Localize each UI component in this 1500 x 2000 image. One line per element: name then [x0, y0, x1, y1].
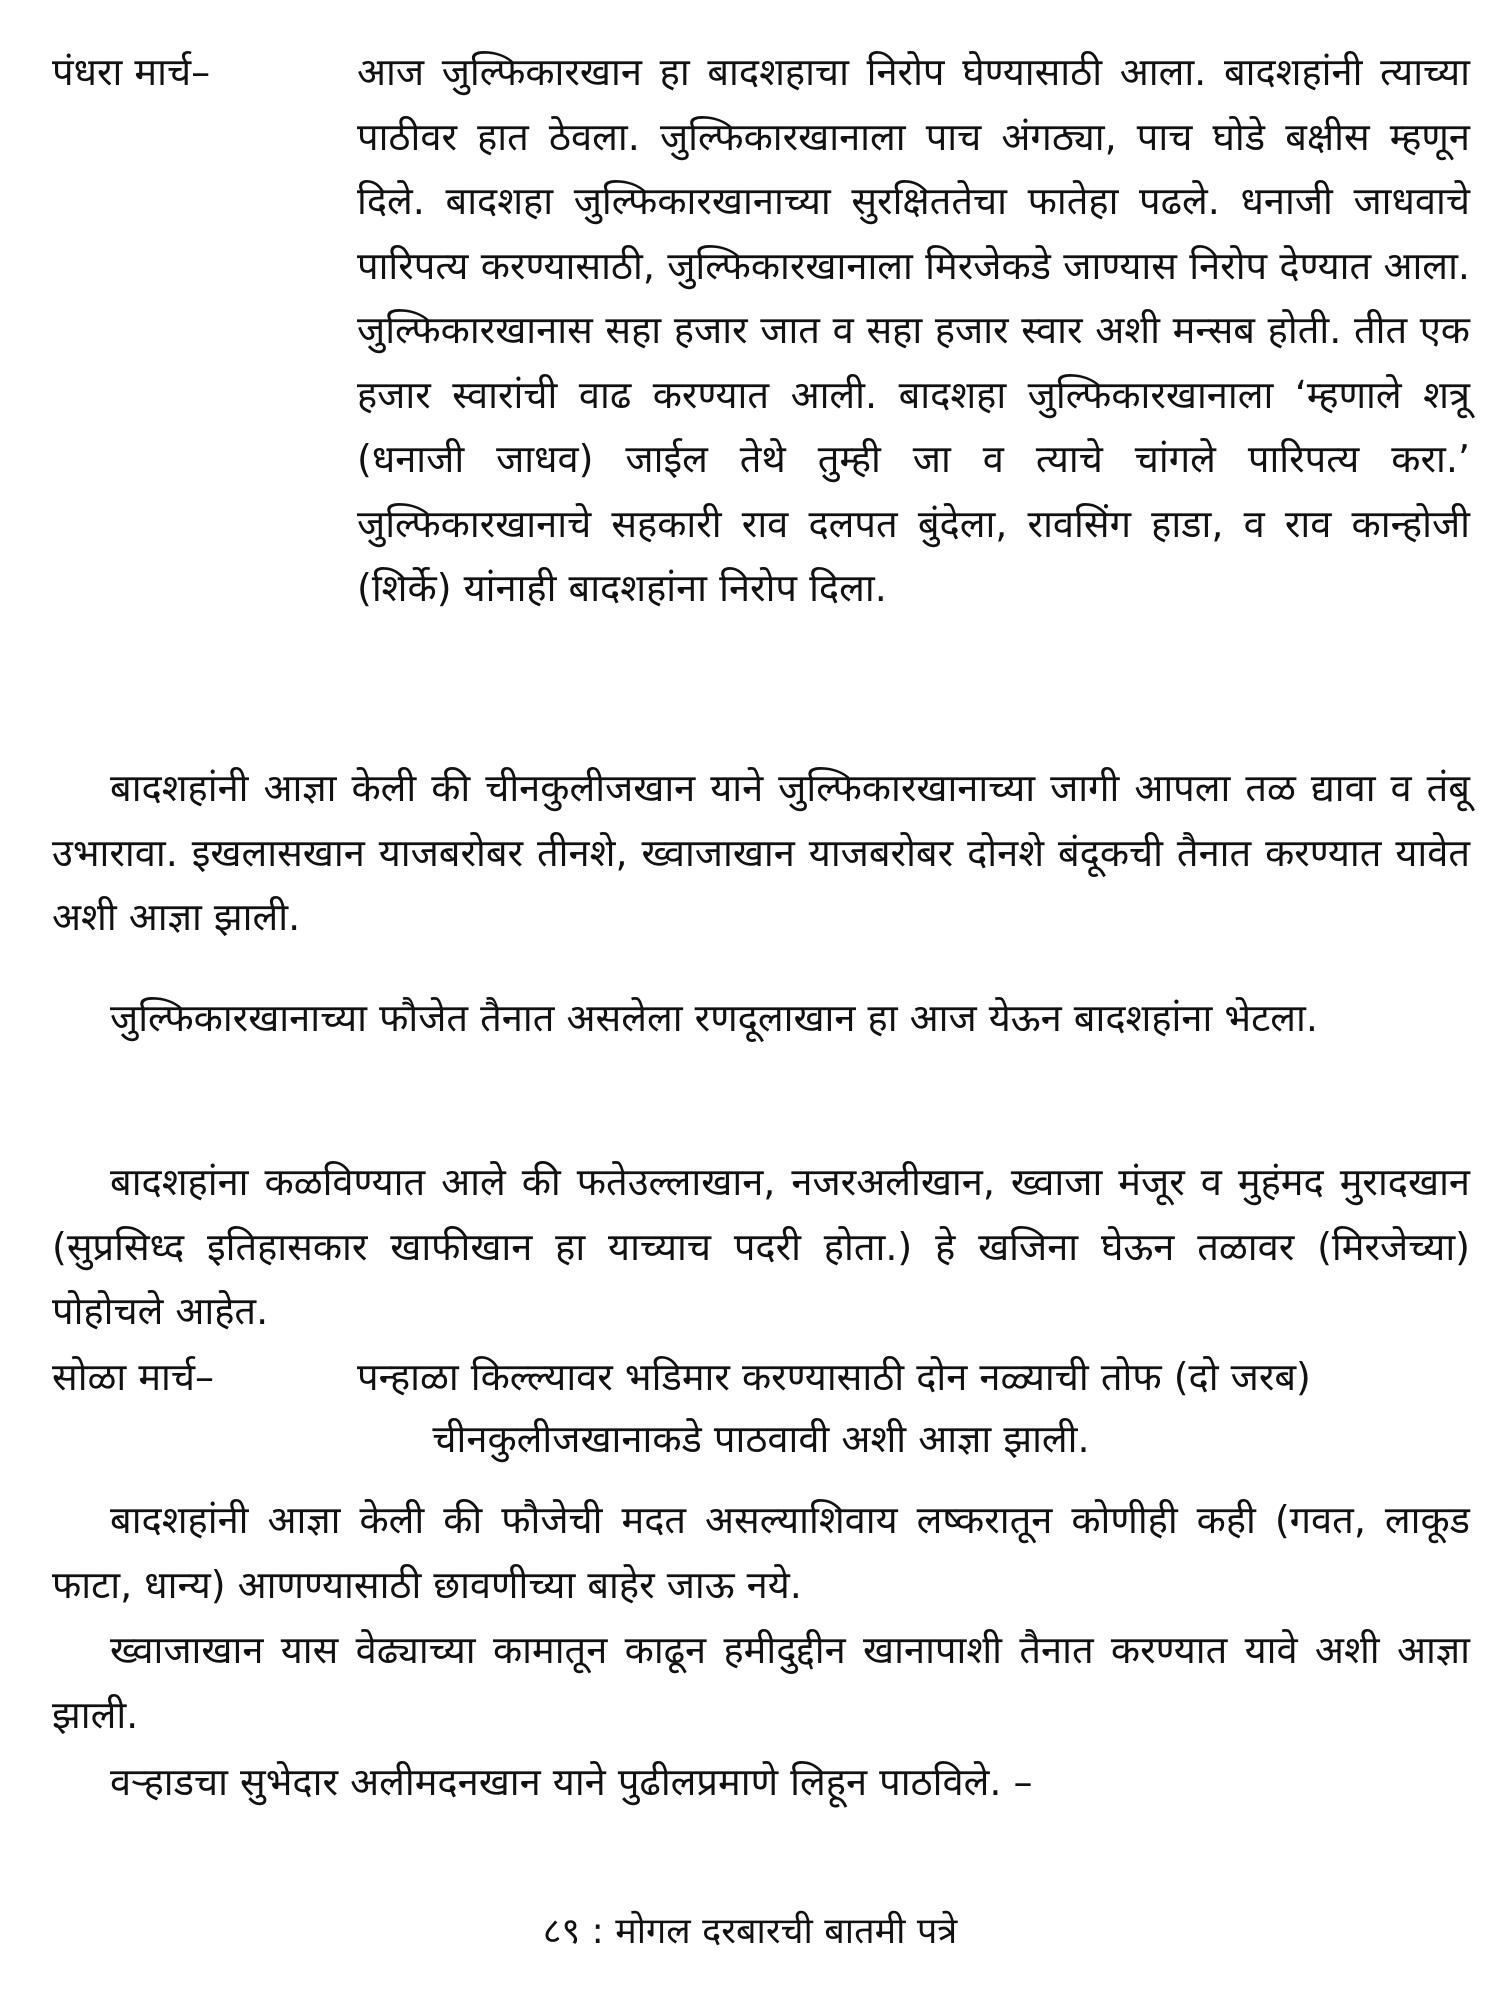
entry-date-label: पंधरा मार्च–	[52, 50, 211, 94]
paragraph: बादशहांनी आज्ञा केली की चीनकुलीजखान याने जुल्फिकारखानाच्या जागी आपला तळ द्यावा व तंबू उभारावा. इखलासखान याजबरोबर तीनशे, ख्वाजाखान याजबरोबर दोनशे बंदूकची तैनात करण्यात यावेत अशी आज्ञा झाली.	[52, 766, 1470, 939]
paragraph: जुल्फिकारखानाच्या फौजेत तैनात असलेला रणदूलाखान हा आज येऊन बादशहांना भेटला.	[110, 996, 1318, 1040]
paragraph: बादशहांनी आज्ञा केली की फौजेची मदत असल्याशिवाय लष्करातून कोणीही कही (गवत, लाकूड फाटा, धान्य) आणण्यासाठी छावणीच्या बाहेर जाऊ नये.	[52, 1498, 1470, 1607]
entry-text: आज जुल्फिकारखान हा बादशहाचा निरोप घेण्यासाठी आला. बादशहांनी त्याच्या पाठीवर हात ठेवला. जुल्फिकारखानाला पाच अंगठ्या, पाच घोडे बक्षीस म्हणून दिले. बादशहा जुल्फिकारखानाच्या सुरक्षिततेचा फातेहा पढले. धनाजी जाधवाचे पारिपत्य करण्यासाठी, जुल्फिकारखानाला मिरजेकडे जाण्यास निरोप देण्यात आला. जुल्फिकारखानास सहा हजार जात व सहा हजार स्वार अशी मन्सब होती. तीत एक हजार स्वारांची वाढ करण्यात आली. बादशहा जुल्फिकारखानाला ‘म्हणाले शत्रू (धनाजी जाधव) जाईल तेथे तुम्ही जा व त्याचे चांगले पारिपत्य करा.’ जुल्फिकारखानाचे सहकारी राव दलपत बुंदेला, रावसिंग हाडा, व राव कान्होजी (शिर्के) यांनाही बादशहांना निरोप दिला.	[357, 50, 1470, 610]
entry-date-label: सोळा मार्च–	[52, 1355, 215, 1399]
paragraph: ख्वाजाखान यास वेढ्याच्या कामातून काढून हमीदुद्दीन खानापाशी तैनात करण्यात यावे अशी आज्ञा झाली.	[52, 1628, 1470, 1737]
paragraph: बादशहांना कळविण्यात आले की फतेउल्लाखान, नजरअलीखान, ख्वाजा मंजूर व मुहंमद मुरादखान (सुप्रसिध्द इतिहासकार खाफीखान हा याच्याच पदरी होता.) हे खजिना घेऊन तळावर (मिरजेच्या) पोहोचले आहेत.	[52, 1160, 1470, 1333]
entry-march-15	[52, 40, 1470, 621]
paragraph: वऱ्हाडचा सुभेदार अलीमदनखान याने पुढीलप्रमाणे लिहून पाठविले. –	[110, 1760, 1033, 1804]
entry-text: पन्हाळा किल्ल्यावर भडिमार करण्यासाठी दोन नळ्याची तोफ (दो जरब)	[357, 1355, 1311, 1399]
page-footer: ८९ : मोगल दरबारची बातमी पत्रे	[542, 1911, 958, 1952]
entry-text-continuation: चीनकुलीजखानाकडे पाठवावी अशी आज्ञा झाली.	[432, 1417, 1090, 1461]
entry-march-16	[52, 1345, 1470, 1410]
